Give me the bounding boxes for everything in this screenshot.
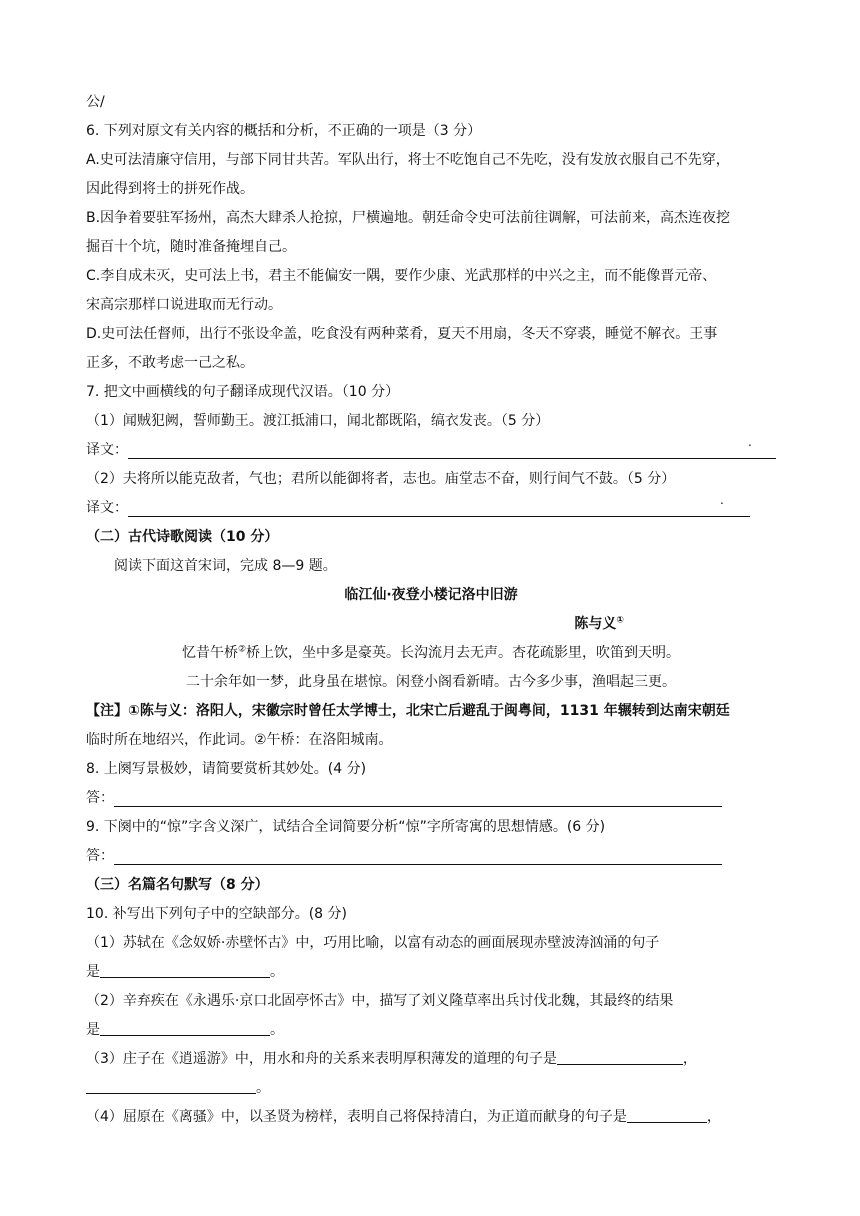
poem-note: [86, 697, 776, 726]
poem-author: [86, 610, 776, 639]
question-10-2-cont: [86, 1016, 776, 1045]
period: 。: [270, 964, 284, 980]
text-fragment: 是: [86, 964, 100, 980]
fill-blank[interactable]: [86, 1077, 256, 1094]
question-9: 9. 下阕中的“惊”字含义深广，试结合全词简要分析“惊”字所寄寓的思想情感。(6 分): [86, 819, 606, 835]
text-fragment: （3）庄子在《逍遥游》中，用水和舟的关系来表明厚积薄发的道理的句子是: [86, 1051, 557, 1067]
question-10-3-cont: [86, 1074, 776, 1103]
footnote-mark: ①: [616, 615, 624, 626]
question-10-1-cont: [86, 958, 776, 987]
translation-row-2: [86, 494, 776, 523]
poem-line-1-end: 桥上饮，坐中多是豪英。长沟流月去无声。杏花疏影里，吹笛到天明。: [246, 645, 681, 661]
translation-label: 译文：: [86, 500, 128, 516]
comma: ，: [706, 1109, 721, 1125]
question-10-3: [86, 1045, 776, 1074]
question-10-2: （2）辛弃疾在《永遇乐·京口北固亭怀古》中，描写了刘义隆草率出兵讨伐北魏，其最终的结果: [86, 993, 674, 1009]
question-10: 10. 补写出下列句子中的空缺部分。(8 分): [86, 906, 347, 922]
answer-row-8: [86, 784, 776, 813]
fill-blank[interactable]: [557, 1048, 683, 1065]
text-line: 公/: [86, 94, 105, 110]
option-b: B.因争着要驻军扬州，高杰大肆杀人抢掠，尸横遍地。朝廷命令史可法前往调解，可法前来，高杰连夜挖: [86, 210, 731, 226]
option-a: A.史可法清廉守信用，与部下同甘共苦。军队出行，将士不吃饱自己不先吃，没有发放衣服自己不先穿，: [86, 152, 730, 168]
poem-author-name: 陈与义: [574, 616, 617, 632]
note-text: 【注】①陈与义：洛阳人，宋徽宗时曾任太学博士，北宋亡后避乱于闽粤间，1131 年辗转到达南宋朝廷: [86, 703, 730, 719]
question-7-2: （2）夫将所以能克敌者，气也；君所以能御将者，志也。庙堂志不奋，则行间气不鼓。（5 分）: [86, 471, 676, 487]
translation-blank[interactable]: [128, 435, 776, 459]
poem-note-cont: 临时所在地绍兴，作此词。②午桥：在洛阳城南。: [86, 732, 393, 748]
answer-blank[interactable]: [114, 848, 722, 865]
question-8: 8. 上阕写景极妙，请简要赏析其妙处。(4 分): [86, 761, 367, 777]
section-heading-recitation: （三）名篇名句默写（8 分）: [86, 877, 269, 893]
answer-label: 答：: [86, 790, 114, 806]
option-d-cont: 正多，不敢考虑一己之私。: [86, 355, 254, 371]
answer-blank[interactable]: [114, 790, 722, 807]
poem-title: 临江仙·夜登小楼记洛中旧游: [344, 587, 518, 603]
option-d: D.史可法任督师，出行不张设伞盖，吃食没有两种菜肴，夏天不用扇，冬天不穿裘，睡觉不解衣。王事: [86, 326, 718, 342]
poem-line-2: 二十余年如一梦，此身虽在堪惊。闲登小阁看新晴。古今多少事，渔唱起三更。: [186, 674, 676, 690]
fill-blank[interactable]: [627, 1106, 707, 1123]
section-intro: 阅读下面这首宋词，完成 8—9 题。: [114, 558, 337, 574]
text-fragment: 是: [86, 1022, 100, 1038]
option-a-cont: 因此得到将士的拼死作战。: [86, 181, 254, 197]
option-c: C.李自成未灭，史可法上书，君主不能偏安一隅，要作少康、光武那样的中兴之主，而不能像晋元帝、: [86, 268, 717, 284]
translation-blank[interactable]: [128, 493, 750, 517]
translation-row-1: [86, 436, 776, 465]
period: 。: [270, 1022, 284, 1038]
blank-dot: .: [720, 493, 724, 507]
fill-blank[interactable]: [100, 1019, 270, 1036]
answer-row-9: [86, 842, 776, 871]
question-10-1: （1）苏轼在《念奴娇·赤壁怀古》中，巧用比喻，以富有动态的画面展现赤壁波涛汹涌的句子: [86, 935, 660, 951]
exam-page: [86, 88, 776, 1132]
option-c-cont: 宋高宗那样口说进取而无行动。: [86, 297, 282, 313]
section-heading-poetry: （二）古代诗歌阅读（10 分）: [86, 529, 279, 545]
question-10-4: [86, 1103, 776, 1132]
question-6: 6. 下列对原文有关内容的概括和分析，不正确的一项是（3 分）: [86, 123, 482, 139]
poem-line-1: [86, 639, 776, 668]
translation-label: 译文：: [86, 442, 128, 458]
poem-line-1-start: 忆昔午桥: [181, 645, 238, 661]
question-7-1: （1）闻贼犯阙，誓师勤王。渡江抵浦口，闻北都既陷，缟衣发丧。（5 分）: [86, 413, 550, 429]
answer-label: 答：: [86, 848, 114, 864]
blank-dot: .: [748, 435, 752, 449]
comma: ，: [682, 1051, 697, 1067]
text-fragment: （4）屈原在《离骚》中，以圣贤为榜样，表明自己将保持清白，为正道而献身的句子是: [86, 1109, 627, 1125]
period: 。: [256, 1080, 270, 1096]
footnote-mark: ②: [237, 644, 247, 655]
fill-blank[interactable]: [100, 961, 270, 978]
option-b-cont: 掘百十个坑，随时准备掩埋自己。: [86, 239, 296, 255]
question-7: 7. 把文中画横线的句子翻译成现代汉语。（10 分）: [86, 384, 400, 400]
